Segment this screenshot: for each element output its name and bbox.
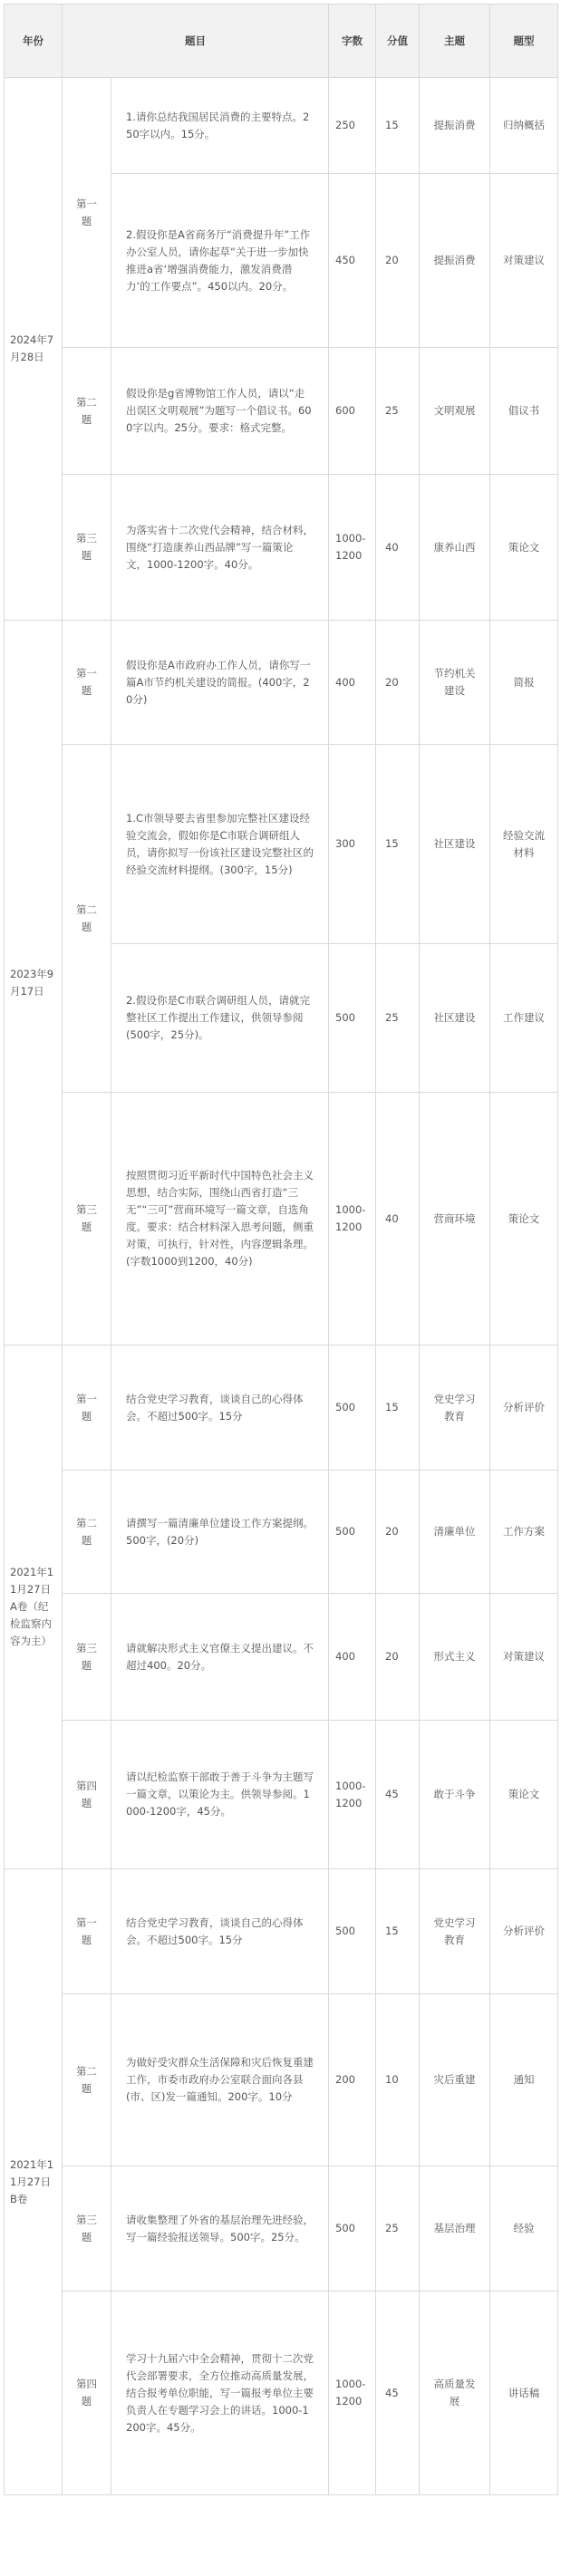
table-row: [5, 1594, 558, 1721]
word-count-cell: 1000-1200: [329, 475, 376, 621]
table-row: [5, 1093, 558, 1346]
score-cell: 20: [376, 1594, 420, 1721]
question-text-cell: 请撰写一篇清廉单位建设工作方案提纲。500字，(20分): [111, 1471, 329, 1594]
header-question: 题目: [63, 5, 329, 78]
topic-cell: 清廉单位: [420, 1471, 490, 1594]
word-count-cell: 250: [329, 78, 376, 174]
type-cell: 策论文: [490, 1093, 558, 1346]
topic-cell: 社区建设: [420, 745, 490, 944]
question-number-cell: 第四题: [63, 1721, 111, 1869]
topic-cell: 基层治理: [420, 2166, 490, 2291]
question-text-cell: 请就解决形式主义官僚主义提出建议。不超过400。20分。: [111, 1594, 329, 1721]
question-text-cell: 2.假设你是A省商务厅“消费提升年”工作办公室人员，请你起草“关于进一步加快推进a省‘增强消费能力，激发消费潜力’的工作要点”。450以内。20分。: [111, 174, 329, 348]
table-row: [5, 1346, 558, 1471]
type-cell: 分析评价: [490, 1869, 558, 1994]
score-cell: 20: [376, 621, 420, 745]
type-cell: 经验: [490, 2166, 558, 2291]
topic-cell: 党史学习教育: [420, 1869, 490, 1994]
score-cell: 20: [376, 1471, 420, 1594]
question-text-cell: 请以纪检监察干部敢于善于斗争为主题写一篇文章，以策论为主。供领导参阅。1000-1200字，45分。: [111, 1721, 329, 1869]
header-topic: 主题: [420, 5, 490, 78]
type-cell: 对策建议: [490, 1594, 558, 1721]
topic-cell: 形式主义: [420, 1594, 490, 1721]
score-cell: 15: [376, 78, 420, 174]
year-cell: 2021年11月27日A卷（纪检监察内容为主）: [5, 1346, 63, 1869]
table-row: [5, 2291, 558, 2495]
word-count-cell: 450: [329, 174, 376, 348]
year-cell: 2024年7月28日: [5, 78, 63, 621]
type-cell: 简报: [490, 621, 558, 745]
topic-cell: 灾后重建: [420, 1994, 490, 2166]
table-row: [5, 348, 558, 475]
word-count-cell: 1000-1200: [329, 1093, 376, 1346]
score-cell: 15: [376, 1869, 420, 1994]
topic-cell: 党史学习教育: [420, 1346, 490, 1471]
topic-cell: 营商环境: [420, 1093, 490, 1346]
table-row: [5, 1471, 558, 1594]
question-text-cell: 结合党史学习教育，谈谈自己的心得体会。不超过500字。15分: [111, 1869, 329, 1994]
header-type: 题型: [490, 5, 558, 78]
question-number-cell: 第一题: [63, 1346, 111, 1471]
word-count-cell: 300: [329, 745, 376, 944]
topic-cell: 社区建设: [420, 944, 490, 1093]
question-text-cell: 为做好受灾群众生活保障和灾后恢复重建工作，市委市政府办公室联合面向各县(市、区)发一篇通知。200字。10分: [111, 1994, 329, 2166]
type-cell: 策论文: [490, 1721, 558, 1869]
table-row: [5, 2166, 558, 2291]
question-number-cell: 第一题: [63, 78, 111, 348]
topic-cell: 提振消费: [420, 78, 490, 174]
year-cell: 2023年9月17日: [5, 621, 63, 1346]
type-cell: 倡议书: [490, 348, 558, 475]
header-row: [5, 5, 558, 78]
question-number-cell: 第四题: [63, 2291, 111, 2495]
question-number-cell: 第二题: [63, 745, 111, 1093]
type-cell: 工作方案: [490, 1471, 558, 1594]
table-row: [5, 1869, 558, 1994]
question-number-cell: 第一题: [63, 621, 111, 745]
header-score: 分值: [376, 5, 420, 78]
topic-cell: 文明观展: [420, 348, 490, 475]
word-count-cell: 500: [329, 1346, 376, 1471]
table-row: [5, 1994, 558, 2166]
word-count-cell: 500: [329, 1471, 376, 1594]
question-text-cell: 结合党史学习教育，谈谈自己的心得体会。不超过500字。15分: [111, 1346, 329, 1471]
score-cell: 45: [376, 2291, 420, 2495]
question-number-cell: 第二题: [63, 1994, 111, 2166]
topic-cell: 康养山西: [420, 475, 490, 621]
score-cell: 15: [376, 745, 420, 944]
score-cell: 40: [376, 1093, 420, 1346]
question-number-cell: 第三题: [63, 1594, 111, 1721]
question-text-cell: 假设你是g省博物馆工作人员，请以“走出误区文明观展”为题写一个倡议书。600字以内。25分。要求：格式完整。: [111, 348, 329, 475]
type-cell: 工作建议: [490, 944, 558, 1093]
topic-cell: 高质量发展: [420, 2291, 490, 2495]
question-text-cell: 按照贯彻习近平新时代中国特色社会主义思想，结合实际，围绕山西省打造“三无”“三可”营商环境写一篇文章，自选角度。要求：结合材料深入思考问题，侧重对策，可执行，针对性，内容逻辑条理。(字数1000到1200，40分): [111, 1093, 329, 1346]
question-text-cell: 2.假设你是C市联合调研组人员，请就完整社区工作提出工作建议，供领导参阅(500字，25分)。: [111, 944, 329, 1093]
word-count-cell: 400: [329, 1594, 376, 1721]
topic-cell: 敢于斗争: [420, 1721, 490, 1869]
score-cell: 10: [376, 1994, 420, 2166]
question-number-cell: 第三题: [63, 2166, 111, 2291]
question-text-cell: 1.C市领导要去省里参加完整社区建设经验交流会，假如你是C市联合调研组人员，请你拟写一份该社区建设完整社区的经验交流材料提纲。(300字，15分): [111, 745, 329, 944]
question-text-cell: 请收集整理了外省的基层治理先进经验，写一篇经验报送领导。500字。25分。: [111, 2166, 329, 2291]
word-count-cell: 1000-1200: [329, 1721, 376, 1869]
question-text-cell: 学习十九届六中全会精神，贯彻十二次党代会部署要求，全方位推动高质量发展，结合报考单位职能，写一篇报考单位主要负责人在专题学习会上的讲话。1000-1200字。45分。: [111, 2291, 329, 2495]
table-row: [5, 1721, 558, 1869]
score-cell: 40: [376, 475, 420, 621]
question-number-cell: 第三题: [63, 1093, 111, 1346]
score-cell: 25: [376, 2166, 420, 2291]
type-cell: 通知: [490, 1994, 558, 2166]
table-row: [5, 621, 558, 745]
score-cell: 25: [376, 944, 420, 1093]
table-row: [5, 475, 558, 621]
type-cell: 讲话稿: [490, 2291, 558, 2495]
question-number-cell: 第二题: [63, 348, 111, 475]
question-number-cell: 第一题: [63, 1869, 111, 1994]
score-cell: 20: [376, 174, 420, 348]
year-cell: 2021年11月27日B卷: [5, 1869, 63, 2495]
word-count-cell: 500: [329, 1869, 376, 1994]
score-cell: 25: [376, 348, 420, 475]
question-text-cell: 为落实省十二次党代会精神，结合材料，围绕“打造康养山西品牌”写一篇策论文，1000-1200字。40分。: [111, 475, 329, 621]
topic-cell: 提振消费: [420, 174, 490, 348]
word-count-cell: 400: [329, 621, 376, 745]
type-cell: 分析评价: [490, 1346, 558, 1471]
type-cell: 经验交流材料: [490, 745, 558, 944]
word-count-cell: 500: [329, 944, 376, 1093]
score-cell: 45: [376, 1721, 420, 1869]
type-cell: 策论文: [490, 475, 558, 621]
score-cell: 15: [376, 1346, 420, 1471]
question-number-cell: 第三题: [63, 475, 111, 621]
question-text-cell: 假设你是A市政府办工作人员，请你写一篇A市节约机关建设的简报。(400字，20分): [111, 621, 329, 745]
word-count-cell: 500: [329, 2166, 376, 2291]
word-count-cell: 600: [329, 348, 376, 475]
question-text-cell: 1.请你总结我国居民消费的主要特点。250字以内。15分。: [111, 78, 329, 174]
exam-table: [4, 4, 558, 2495]
word-count-cell: 200: [329, 1994, 376, 2166]
header-words: 字数: [329, 5, 376, 78]
table-row: [5, 745, 558, 944]
type-cell: 归纳概括: [490, 78, 558, 174]
topic-cell: 节约机关建设: [420, 621, 490, 745]
table-row: [5, 78, 558, 174]
word-count-cell: 1000-1200: [329, 2291, 376, 2495]
question-number-cell: 第二题: [63, 1471, 111, 1594]
header-year: 年份: [5, 5, 63, 78]
type-cell: 对策建议: [490, 174, 558, 348]
